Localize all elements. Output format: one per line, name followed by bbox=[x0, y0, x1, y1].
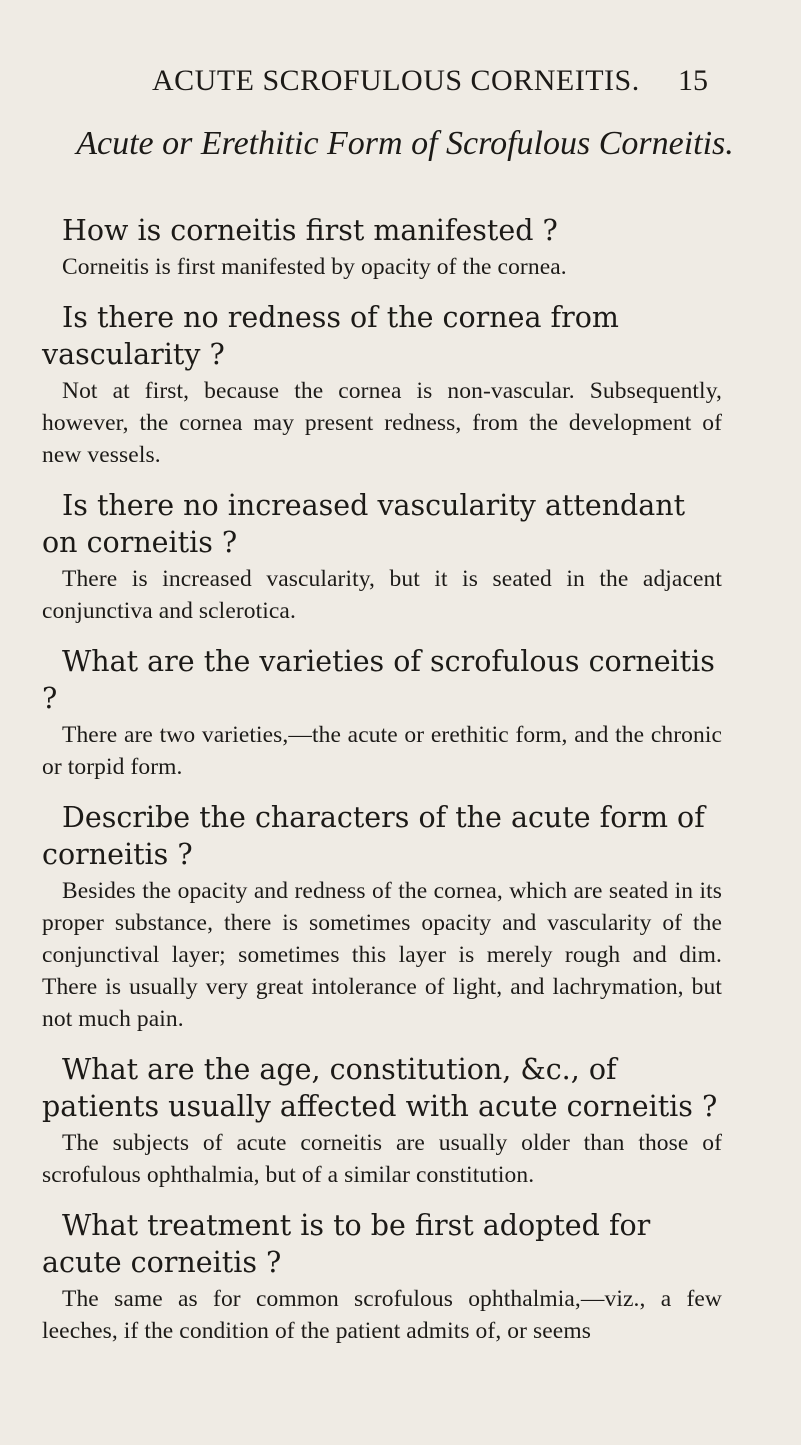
answer: Besides the opacity and redness of the cornea, which are seated in its proper substance, there is sometimes opacity and vascularity of the conjunctival layer; sometimes this layer is merely rough and dim. There is usually very great intolerance of light, and lachrymation, but not much pain. bbox=[42, 878, 722, 1032]
qa-item bbox=[42, 1207, 722, 1347]
question: Is there no redness of the cornea from vascularity ? bbox=[42, 301, 619, 371]
section-title: Acute or Erethitic Form of Scrofulous Corneitis. bbox=[76, 125, 734, 162]
running-title: ACUTE SCROFULOUS CORNEITIS. bbox=[152, 64, 640, 97]
answer: The same as for common scrofulous ophthalmia,—viz., a few leeches, if the condition of the patient admits of, or seems bbox=[42, 1286, 722, 1344]
question: What are the age, constitution, &c., of patients usually affected with acute corneitis ? bbox=[42, 1053, 718, 1123]
question: Describe the characters of the acute form of corneitis ? bbox=[42, 801, 705, 871]
answer: There is increased vascularity, but it is seated in the adjacent conjunctiva and sclerotica. bbox=[42, 566, 722, 624]
running-head bbox=[0, 64, 801, 104]
qa-item bbox=[42, 1051, 722, 1191]
question: What are the varieties of scrofulous corneitis ? bbox=[42, 645, 715, 715]
qa-item bbox=[42, 212, 722, 283]
page-number: 15 bbox=[678, 64, 708, 97]
qa-item bbox=[42, 643, 722, 783]
answer: Not at first, because the cornea is non-vascular. Subsequently, however, the cornea may present redness, from the development of new vessels. bbox=[42, 378, 722, 468]
answer: There are two varieties,—the acute or erethitic form, and the chronic or torpid form. bbox=[42, 722, 722, 780]
qa-item bbox=[42, 299, 722, 471]
question: How is corneitis first manifested ? bbox=[62, 214, 558, 247]
question: What treatment is to be first adopted for acute corneitis ? bbox=[42, 1209, 651, 1279]
question: Is there no increased vascularity attendant on corneitis ? bbox=[42, 489, 686, 559]
answer: Corneitis is first manifested by opacity of the cornea. bbox=[62, 254, 567, 280]
qa-list bbox=[42, 212, 722, 1363]
qa-item bbox=[42, 487, 722, 627]
answer: The subjects of acute corneitis are usually older than those of scrofulous ophthalmia, but of a similar constitution. bbox=[42, 1130, 722, 1188]
qa-item bbox=[42, 799, 722, 1035]
